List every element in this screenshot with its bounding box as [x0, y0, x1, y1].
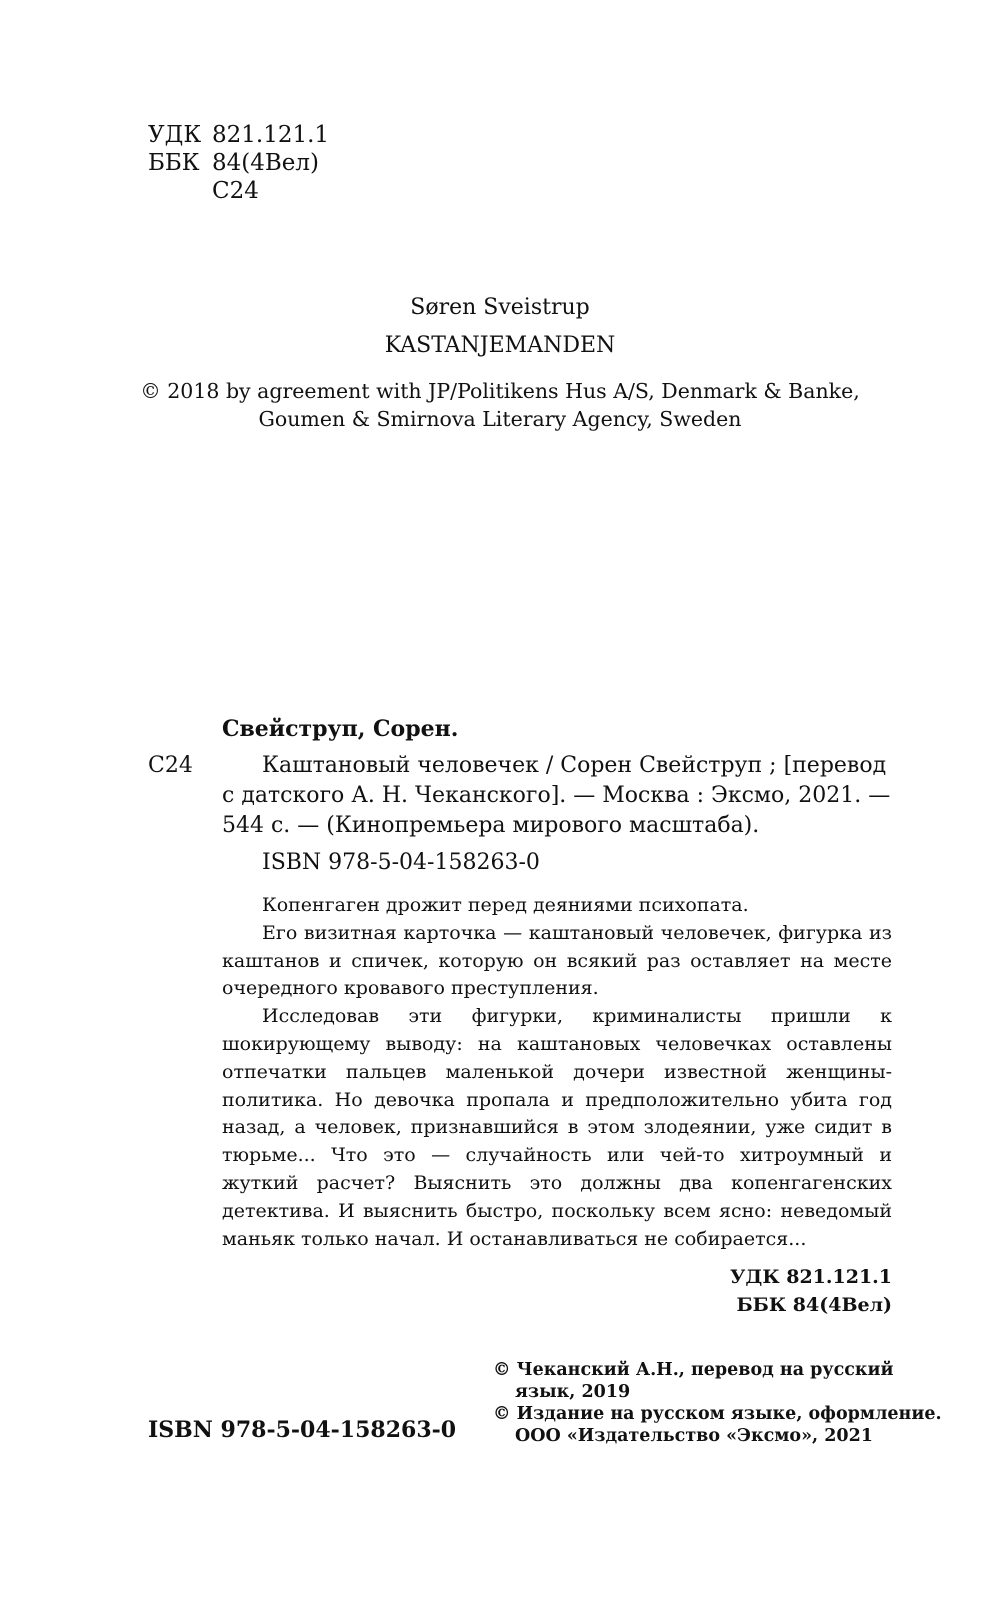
copyright-edition-line1: © Издание на русском языке, оформление.: [493, 1404, 942, 1424]
isbn-bottom: ISBN 978-5-04-158263-0: [148, 1417, 457, 1443]
annotation: [222, 892, 892, 1253]
record-line2: с датского А. Н. Чеканского]. — Москва : Эксмо, 2021. —: [222, 783, 891, 808]
record-isbn: ISBN 978-5-04-158263-0: [262, 850, 540, 875]
original-copyright-line2: Goumen & Smirnova Literary Agency, Sweden: [258, 407, 742, 431]
bbk-bottom: ББК 84(4Вел): [736, 1294, 892, 1316]
original-author: Søren Sveistrup: [410, 295, 590, 320]
annotation-paragraph-1: Копенгаген дрожит перед деяниями психопата.: [262, 894, 749, 916]
bbk-label: ББК: [148, 150, 200, 176]
original-copyright-line1: © 2018 by agreement with JP/Politikens Hus A/S, Denmark & Banke,: [140, 379, 860, 403]
record-sign: С24: [148, 753, 193, 778]
udk-label: УДК: [148, 122, 202, 148]
record-heading: Свейструп, Сорен.: [222, 716, 459, 742]
copyright-edition-line2: ООО «Издательство «Эксмо», 2021: [515, 1426, 873, 1446]
copyright-translation-line2: язык, 2019: [515, 1382, 631, 1402]
bbk-value: 84(4Вел): [212, 150, 319, 176]
copyright-translation-line1: © Чеканский А.Н., перевод на русский: [493, 1360, 894, 1380]
record-line1: Каштановый человечек / Сорен Свейструп ; [перевод: [262, 753, 887, 778]
record-line3: 544 с. — (Кинопремьера мирового масштаба).: [222, 813, 760, 838]
original-title: KASTANJEMANDEN: [384, 333, 616, 358]
author-sign-top: С24: [212, 178, 259, 204]
udk-bottom: УДК 821.121.1: [730, 1266, 892, 1288]
udk-value: 821.121.1: [212, 122, 330, 148]
annotation-paragraph-2: Его визитная карточка — каштановый человечек, фигурка из каштанов и спичек, которую он всякий раз оставляет на месте очередного кровавого преступления.: [222, 921, 892, 1000]
annotation-paragraph-3: Исследовав эти фигурки, криминалисты пришли к шокирующему выводу: на каштановых человечках оставлены отпечатки пальцев маленькой дочери известной женщины-политика. Но девочка пропала и предположительно убита год назад, а человек, признавшийся в этом злодеянии, уже сидит в тюрьме... Что это — случайность или чей-то хитроумный и жуткий расчет? Выяснить это должны два копенгагенских детектива. И выяснить быстро, поскольку всем ясно: неведомый маньяк только начал. И останавливаться не собирается...: [222, 1005, 892, 1250]
